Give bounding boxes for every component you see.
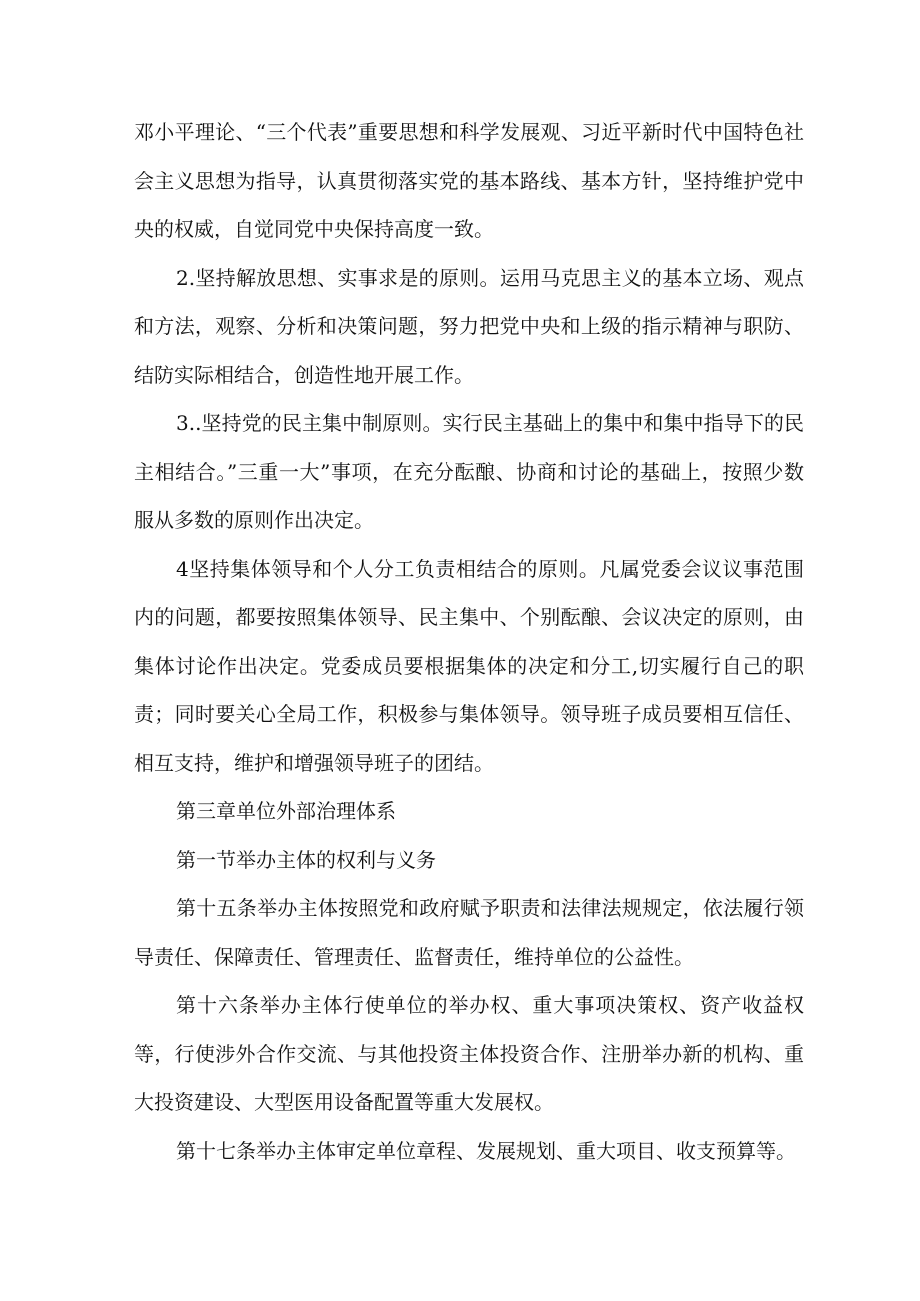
paragraph-article-17: 第十七条举办主体审定单位章程、发展规划、重大项目、收支预算等。	[176, 1138, 796, 1163]
section-heading: 第一节举办主体的权利与义务	[176, 847, 436, 872]
paragraph-article-16: 第十六条举办主体行使单位的举办权、重大事项决策权、资产收益权等，行使涉外合作交流、与其他投资主体投资合作、注册举办新的机构、重大投资建设、大型医用设备配置等重大发展权。	[134, 993, 804, 1114]
document-body	[134, 108, 804, 1175]
chapter-heading: 第三章单位外部治理体系	[176, 799, 396, 823]
paragraph-continuation: 邓小平理论、“三个代表”重要思想和科学发展观、习近平新时代中国特色社会主义思想为指导，认真贯彻落实党的基本路线、基本方针，坚持维护党中央的权威，自觉同党中央保持高度一致。	[134, 120, 804, 241]
paragraph-principle-2: 2.坚持解放思想、实事求是的原则。运用马克思主义的基本立场、观点和方法，观察、分析和决策问题，努力把党中央和上级的指示精神与职防、结防实际相结合，创造性地开展工作。	[134, 265, 804, 387]
paragraph-principle-3: 3..坚持党的民主集中制原则。实行民主基础上的集中和集中指导下的民主相结合。”三重一大”事项，在充分酝酿、协商和讨论的基础上，按照少数服从多数的原则作出决定。	[134, 411, 804, 532]
paragraph-principle-4: 4坚持集体领导和个人分工负责相结合的原则。凡属党委会议议事范围内的问题，都要按照集体领导、民主集中、个别酝酿、会议决定的原则，由集体讨论作出决定。党委成员要根据集体的决定和分工,切实履行自己的职责；同时要关心全局工作，积极参与集体领导。领导班子成员要相互信任、相互支持，维护和增强领导班子的团结。	[134, 556, 804, 775]
paragraph-article-15: 第十五条举办主体按照党和政府赋予职责和法律法规规定，依法履行领导责任、保障责任、管理责任、监督责任，维持单位的公益性。	[134, 896, 804, 969]
